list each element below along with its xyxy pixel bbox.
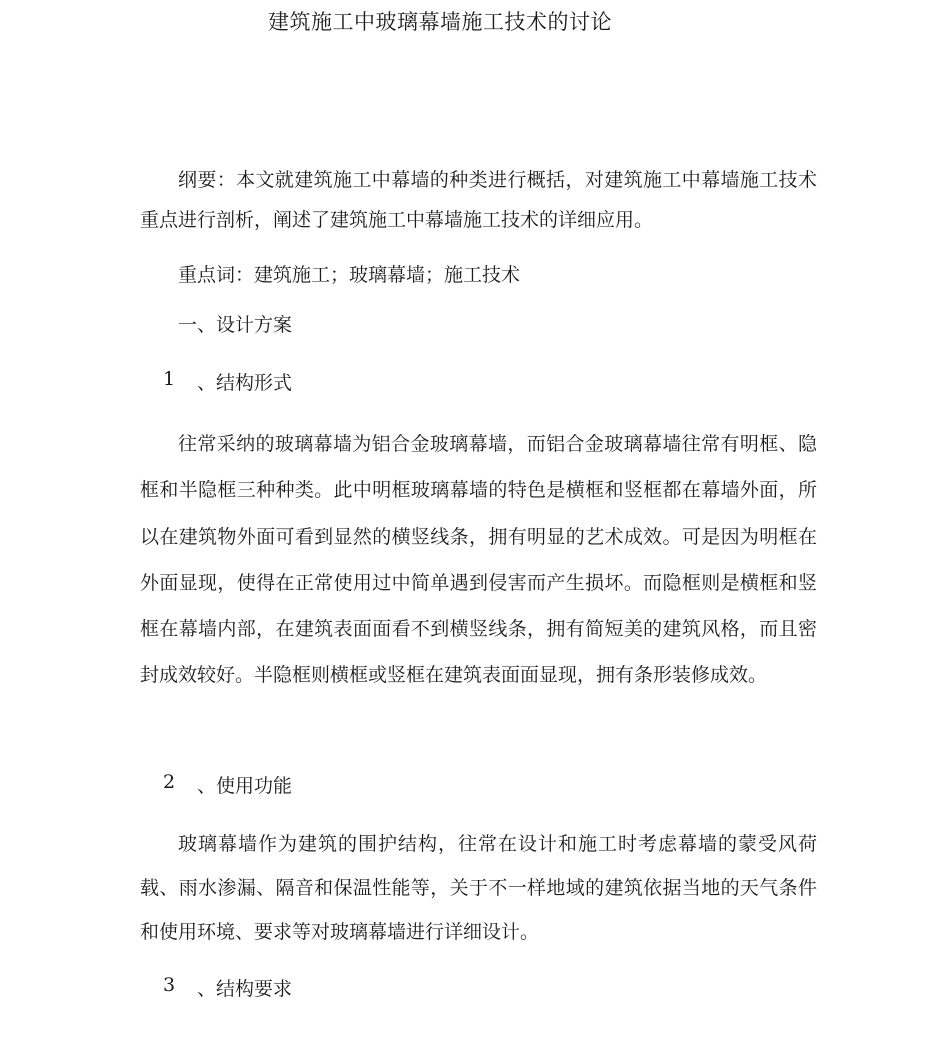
subheading-title: 、结构形式 bbox=[197, 372, 293, 394]
structure-form-paragraph: 往常采纳的玻璃幕墙为铝合金玻璃幕墙，而铝合金玻璃幕墙往常有明框、隐框和半隐框三种种类。此中明框玻璃幕墙的特色是横框和竖框都在幕墙外面，所以在建筑物外面可看到显然的横竖线条，拥有明显的艺术成效。可是因为明框在外面显现，使得在正常使用过中简单遇到侵害而产生损坏。而隐框则是横框和竖框在幕墙内部，在建筑表面面看不到横竖线条，拥有简短美的建筑风格，而且密封成效较好。半隐框则横框或竖框在建筑表面面显现，拥有条形装修成效。 bbox=[140, 433, 817, 687]
subheading-title: 、使用功能 bbox=[197, 775, 293, 797]
subheading-number: 2 bbox=[163, 771, 176, 793]
keywords-line: 重点词：建筑施工；玻璃幕墙；施工技术 bbox=[178, 264, 521, 286]
abstract-paragraph: 纲要：本文就建筑施工中幕墙的种类进行概括，对建筑施工中幕墙施工技术重点进行剖析，阐述了建筑施工中幕墙施工技术的详细应用。 bbox=[140, 169, 817, 231]
section-heading-design: 一、设计方案 bbox=[178, 314, 293, 336]
document-title: 建筑施工中玻璃幕墙施工技术的讨论 bbox=[268, 10, 612, 34]
subheading-number: 1 bbox=[163, 368, 176, 390]
subheading-number: 3 bbox=[163, 974, 176, 996]
use-function-paragraph: 玻璃幕墙作为建筑的围护结构，往常在设计和施工时考虑幕墙的蒙受风荷载、雨水渗漏、隔音和保温性能等，关于不一样地域的建筑依据当地的天气条件和使用环境、要求等对玻璃幕墙进行详细设计。 bbox=[140, 833, 817, 943]
subheading-title: 、结构要求 bbox=[197, 978, 293, 1000]
